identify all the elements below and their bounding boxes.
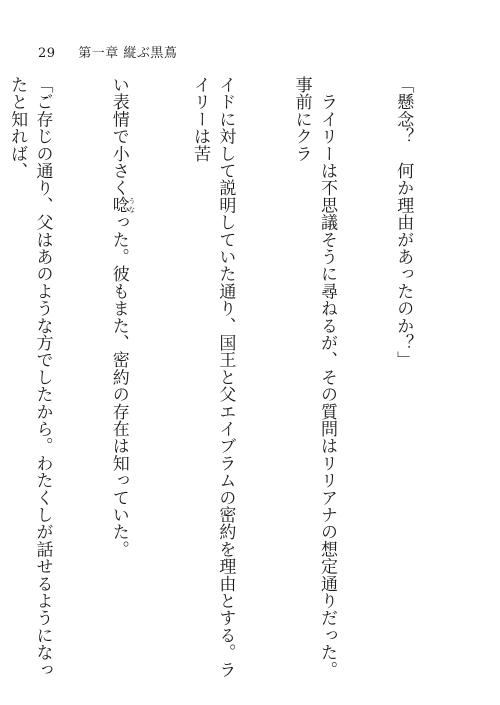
page-number: 29: [38, 46, 56, 61]
text-line: 「ご存じの通り、父はあのような方でしたから。わたくしが話せるようになったと知れば、: [7, 76, 53, 678]
text-line: ライリーは不思議そうに尋ねるが、その質問はリリアナの想定通りだった。事前にクラ: [291, 76, 337, 678]
vertical-body-text: [0, 76, 466, 678]
text-line: 「懸念？ 何か理由があったのか？」: [393, 76, 414, 369]
chapter-title: 縦ぶ黒蔦: [123, 46, 178, 61]
ruby-reading: うな: [127, 196, 136, 214]
chapter-label: 第一章: [78, 46, 119, 61]
text-line: い表情で小さく唸 うなった。彼もまた、密約の存在は知っていた。: [108, 76, 136, 558]
page-header: [38, 42, 177, 61]
text-line: イドに対して説明していた通り、国王と父エイブラムの密約を理由とする。ライリーは苦: [189, 76, 236, 678]
ruby-word: 唸 うな: [108, 196, 136, 214]
